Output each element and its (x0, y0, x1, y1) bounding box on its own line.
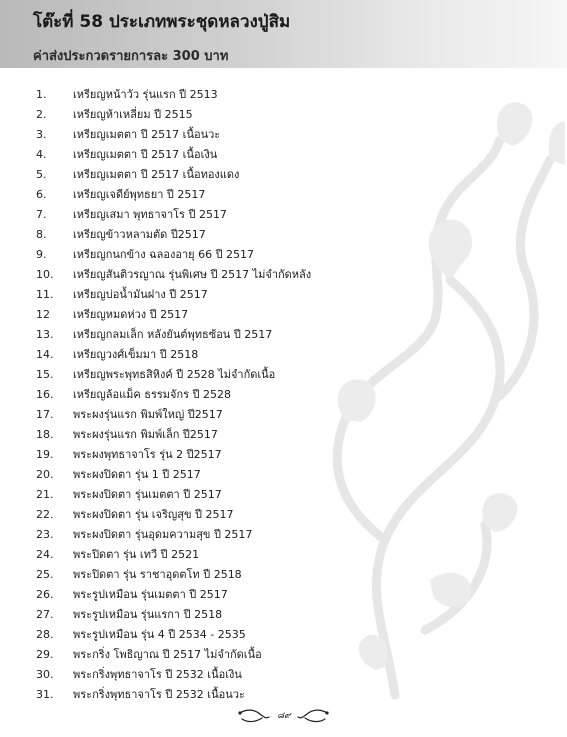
list-item (36, 85, 366, 105)
list-item (36, 285, 366, 305)
list-item (36, 645, 366, 665)
item-text: เหรียญวงศ์เข็มมา ปี 2518 (73, 348, 199, 361)
item-text: เหรียญพระพุทธสิหิงค์ ปี 2528 ไม่จำกัดเนื้อ (73, 368, 276, 381)
item-number: 26. (36, 588, 54, 601)
item-text: พระผงปิดตา รุ่น เจริญสุข ปี 2517 (73, 508, 234, 521)
item-number: 24. (36, 548, 54, 561)
list-item (36, 465, 366, 485)
item-number: 22. (36, 508, 54, 521)
item-text: พระผงพุทธาจาโร รุ่น 2 ปี2517 (73, 448, 222, 461)
item-number: 1. (36, 88, 47, 101)
item-number: 31. (36, 688, 54, 701)
item-number: 12 (36, 308, 50, 321)
item-text: เหรียญห้าเหลี่ยม ปี 2515 (73, 108, 193, 121)
item-number: 3. (36, 128, 47, 141)
item-text: พระกริ่งพุทธาจาโร ปี 2532 เนื้อนวะ (73, 688, 245, 701)
item-number: 2. (36, 108, 47, 121)
item-text: พระปิดตา รุ่น เทวี ปี 2521 (73, 548, 200, 561)
list-item (36, 545, 366, 565)
item-text: เหรียญกนกข้าง ฉลองอายุ 66 ปี 2517 (73, 248, 255, 261)
item-text: พระรูปเหมือน รุ่นเมตตา ปี 2517 (73, 588, 228, 601)
list-item (36, 605, 366, 625)
item-number: 25. (36, 568, 54, 581)
item-number: 8. (36, 228, 47, 241)
list-item (36, 325, 366, 345)
item-text: เหรียญบ่อน้ำมันฝาง ปี 2517 (73, 288, 208, 301)
item-number: 19. (36, 448, 54, 461)
item-text: เหรียญสันติวรญาณ รุ่นพิเศษ ปี 2517 ไม่จำกัดหลัง (73, 268, 312, 281)
item-number: 21. (36, 488, 54, 501)
list-item (36, 205, 366, 225)
item-number: 17. (36, 408, 54, 421)
item-text: พระรูปเหมือน รุ่นแรกา ปี 2518 (73, 608, 223, 621)
list-item (36, 425, 366, 445)
item-number: 7. (36, 208, 47, 221)
list-item (36, 265, 366, 285)
list-item (36, 305, 366, 325)
list-item (36, 685, 366, 705)
list-item (36, 525, 366, 545)
item-number: 27. (36, 608, 54, 621)
item-list (36, 85, 366, 705)
item-text: เหรียญเมตตา ปี 2517 เนื้อทองแดง (73, 168, 240, 181)
list-item (36, 345, 366, 365)
item-text: เหรียญเสมา พุทธาจาโร ปี 2517 (73, 208, 227, 221)
item-text: เหรียญเมตตา ปี 2517 เนื้อนวะ (73, 128, 221, 141)
list-item (36, 445, 366, 465)
item-number: 5. (36, 168, 47, 181)
header-band (0, 0, 567, 68)
item-text: เหรียญหมดห่วง ปี 2517 (73, 308, 189, 321)
item-number: 18. (36, 428, 54, 441)
list-item (36, 385, 366, 405)
item-text: พระปิดตา รุ่น ราชาอุดตโท ปี 2518 (73, 568, 242, 581)
item-number: 30. (36, 668, 54, 681)
page-subtitle: ค่าส่งประกวดรายการละ 300 บาท (33, 49, 229, 64)
item-number: 23. (36, 528, 54, 541)
list-item (36, 625, 366, 645)
list-item (36, 485, 366, 505)
item-number: 15. (36, 368, 54, 381)
list-item (36, 405, 366, 425)
item-number: 6. (36, 188, 47, 201)
item-text: เหรียญเจดีย์พุทธยา ปี 2517 (73, 188, 206, 201)
item-number: 28. (36, 628, 54, 641)
list-item (36, 185, 366, 205)
item-text: พระผงปิดตา รุ่นอุดมความสุข ปี 2517 (73, 528, 253, 541)
item-number: 13. (36, 328, 54, 341)
item-number: 20. (36, 468, 54, 481)
item-text: พระกริ่ง โพธิญาณ ปี 2517 ไม่จำกัดเนื้อ (73, 648, 262, 661)
item-text: เหรียญล้อแม็ค ธรรมจักร ปี 2528 (73, 388, 232, 401)
page-title: โต๊ะที่ 58 ประเภทพระชุดหลวงปู่สิม (33, 12, 291, 32)
item-text: เหรียญหน้าวัว รุ่นแรก ปี 2513 (73, 88, 218, 101)
list-item (36, 245, 366, 265)
page-number: ๘๙ (277, 711, 291, 721)
item-number: 9. (36, 248, 47, 261)
item-text: พระผงปิดตา รุ่น 1 ปี 2517 (73, 468, 201, 481)
item-number: 14. (36, 348, 54, 361)
list-item (36, 585, 366, 605)
list-item (36, 145, 366, 165)
list-item (36, 105, 366, 125)
item-text: พระผงรุ่นแรก พิมพ์ใหญ่ ปี2517 (73, 408, 223, 421)
list-item (36, 565, 366, 585)
list-item (36, 505, 366, 525)
list-item (36, 125, 366, 145)
list-item (36, 165, 366, 185)
item-text: พระกริ่งพุทธาจาโร ปี 2532 เนื้อเงิน (73, 668, 242, 681)
item-text: เหรียญกลมเล็ก หลังยันต์พุทธซ้อน ปี 2517 (73, 328, 273, 341)
item-text: เหรียญเมตตา ปี 2517 เนื้อเงิน (73, 148, 218, 161)
item-text: พระรูปเหมือน รุ่น 4 ปี 2534 - 2535 (73, 628, 246, 641)
list-item (36, 665, 366, 685)
item-number: 29. (36, 648, 54, 661)
item-number: 10. (36, 268, 54, 281)
item-text: พระผงปิดตา รุ่นเมตตา ปี 2517 (73, 488, 222, 501)
item-number: 16. (36, 388, 54, 401)
list-item (36, 225, 366, 245)
list-item (36, 365, 366, 385)
item-text: เหรียญข้าวหลามตัด ปี2517 (73, 228, 206, 241)
item-number: 4. (36, 148, 47, 161)
item-number: 11. (36, 288, 54, 301)
item-text: พระผงรุ่นแรก พิมพ์เล็ก ปี2517 (73, 428, 218, 441)
